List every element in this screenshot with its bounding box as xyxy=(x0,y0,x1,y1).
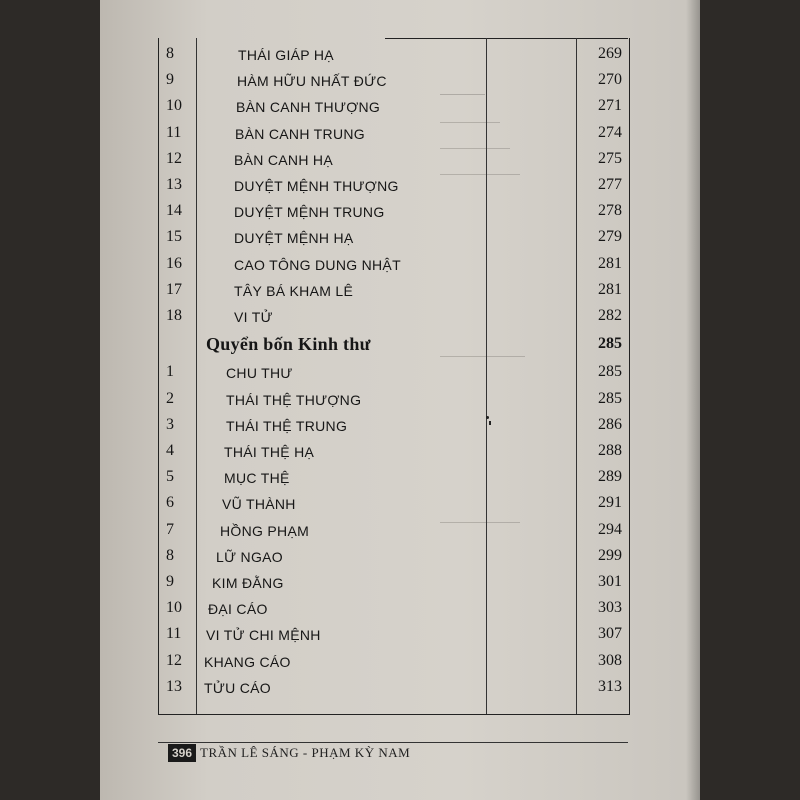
toc-item-title: MỤC THỆ xyxy=(224,470,290,487)
toc-item-title: THÁI THỆ TRUNG xyxy=(226,417,348,434)
toc-item-number: 4 xyxy=(166,442,174,459)
toc-item-number: 9 xyxy=(166,573,174,590)
toc-item-page: 278 xyxy=(598,202,622,220)
toc-row xyxy=(158,42,628,68)
toc-item-page: 285 xyxy=(598,389,622,407)
toc-item-page: 294 xyxy=(598,520,622,538)
toc-item-number: 18 xyxy=(166,307,182,324)
toc-item-number: 12 xyxy=(166,149,182,167)
footer-authors: TRẦN LÊ SÁNG - PHẠM KỲ NAM xyxy=(200,745,411,760)
toc-row xyxy=(158,278,628,304)
toc-item-page: 303 xyxy=(598,599,622,617)
toc-item-page: 270 xyxy=(598,71,622,89)
toc-row xyxy=(158,387,628,413)
toc-item-page: 301 xyxy=(598,573,622,590)
toc-row xyxy=(158,491,628,517)
toc-row xyxy=(158,518,628,544)
toc-item-title: BÀN CANH HẠ xyxy=(234,151,333,168)
toc-item-page: 271 xyxy=(598,97,622,115)
toc-item-title: DUYỆT MỆNH HẠ xyxy=(234,230,354,247)
toc-item-title: HÀM HỮU NHẤT ĐỨC xyxy=(237,73,387,90)
toc-row xyxy=(158,544,628,570)
toc-item-page: 274 xyxy=(598,123,622,141)
footer-rule xyxy=(158,742,628,743)
toc-item-page: 281 xyxy=(598,254,622,272)
toc-item-title: VŨ THÀNH xyxy=(222,496,296,513)
toc-row xyxy=(158,413,628,439)
toc-row xyxy=(158,94,628,120)
toc-row xyxy=(158,225,628,251)
toc-item-page: 308 xyxy=(598,651,622,669)
toc-row xyxy=(158,622,628,648)
toc-item-title: BÀN CANH TRUNG xyxy=(235,125,365,142)
toc-item-number: 8 xyxy=(166,45,174,62)
toc-item-number: 14 xyxy=(166,202,182,220)
toc-item-title: CHU THƯ xyxy=(226,365,293,382)
toc-item-page: 269 xyxy=(598,45,622,62)
toc-item-page: 275 xyxy=(598,149,622,167)
toc-item-title: TÂY BÁ KHAM LÊ xyxy=(234,282,354,299)
toc-item-number: 3 xyxy=(166,415,174,433)
toc-item-title: VI TỬ xyxy=(234,309,273,325)
toc-item-page: 289 xyxy=(598,468,622,486)
toc-row xyxy=(158,304,628,330)
toc-row xyxy=(158,570,628,596)
toc-row xyxy=(158,465,628,491)
toc-item-number: 6 xyxy=(166,494,174,512)
toc-item-page: 286 xyxy=(598,415,622,433)
toc-item-title: HỒNG PHẠM xyxy=(220,522,310,539)
toc-row xyxy=(158,121,628,147)
toc-item-title: THÁI THỆ HẠ xyxy=(224,444,315,460)
toc-row xyxy=(158,675,628,701)
toc-row xyxy=(158,147,628,173)
toc-row xyxy=(158,173,628,199)
toc-row xyxy=(158,439,628,465)
toc-item-title: BÀN CANH THƯỢNG xyxy=(236,99,381,116)
toc-item-number: 12 xyxy=(166,651,182,669)
toc-item-page: 277 xyxy=(598,176,622,193)
toc-section-page: 285 xyxy=(598,335,622,353)
toc-item-page: 282 xyxy=(598,307,622,324)
toc-item-number: 16 xyxy=(166,254,182,272)
toc-row xyxy=(158,649,628,675)
toc-section-row xyxy=(158,332,628,358)
toc-item-number: 2 xyxy=(166,389,174,407)
toc-item-title: DUYỆT MỆNH THƯỢNG xyxy=(234,178,399,194)
toc-item-number: 9 xyxy=(166,71,174,89)
toc-item-number: 8 xyxy=(166,546,174,564)
toc-item-page: 281 xyxy=(598,280,622,298)
toc-item-title: LỮ NGAO xyxy=(216,548,283,565)
toc-item-title: DUYỆT MỆNH TRUNG xyxy=(234,204,385,221)
toc-item-title: THÁI GIÁP HẠ xyxy=(238,47,334,63)
toc-item-title: THÁI THỆ THƯỢNG xyxy=(226,391,362,408)
print-speck xyxy=(486,416,489,419)
toc-item-page: 291 xyxy=(598,494,622,512)
toc-row xyxy=(158,199,628,225)
toc-row xyxy=(158,252,628,278)
toc-item-number: 10 xyxy=(166,599,182,617)
toc-item-title: TỬU CÁO xyxy=(204,679,271,696)
toc-item-page: 313 xyxy=(598,677,622,695)
toc-item-title: ĐẠI CÁO xyxy=(208,601,268,618)
footer-page-number: 396 xyxy=(168,744,196,762)
toc-item-number: 13 xyxy=(166,176,182,193)
toc-row xyxy=(158,596,628,622)
toc-item-page: 288 xyxy=(598,442,622,459)
toc-item-number: 11 xyxy=(166,625,182,643)
toc-item-title: KIM ĐẰNG xyxy=(212,575,284,591)
toc-item-title: KHANG CÁO xyxy=(204,653,291,670)
toc-row xyxy=(158,68,628,94)
toc-item-page: 307 xyxy=(598,625,622,643)
toc-section-title: Quyển bốn Kinh thư xyxy=(206,334,371,355)
table-top-rule xyxy=(385,38,628,39)
toc-item-number: 11 xyxy=(166,123,182,141)
toc-item-title: VI TỬ CHI MỆNH xyxy=(206,627,321,644)
toc-item-page: 299 xyxy=(598,546,622,564)
toc-item-page: 279 xyxy=(598,228,622,246)
toc-item-number: 10 xyxy=(166,97,182,115)
toc-item-page: 285 xyxy=(598,363,622,381)
toc-item-number: 15 xyxy=(166,228,182,246)
toc-item-number: 17 xyxy=(166,280,182,298)
toc-item-number: 13 xyxy=(166,677,182,695)
print-speck xyxy=(489,421,491,425)
toc-item-number: 1 xyxy=(166,363,174,381)
toc-item-number: 5 xyxy=(166,468,174,486)
toc-row xyxy=(158,360,628,386)
toc-item-title: CAO TÔNG DUNG NHẬT xyxy=(234,256,401,273)
toc-item-number: 7 xyxy=(166,520,174,538)
